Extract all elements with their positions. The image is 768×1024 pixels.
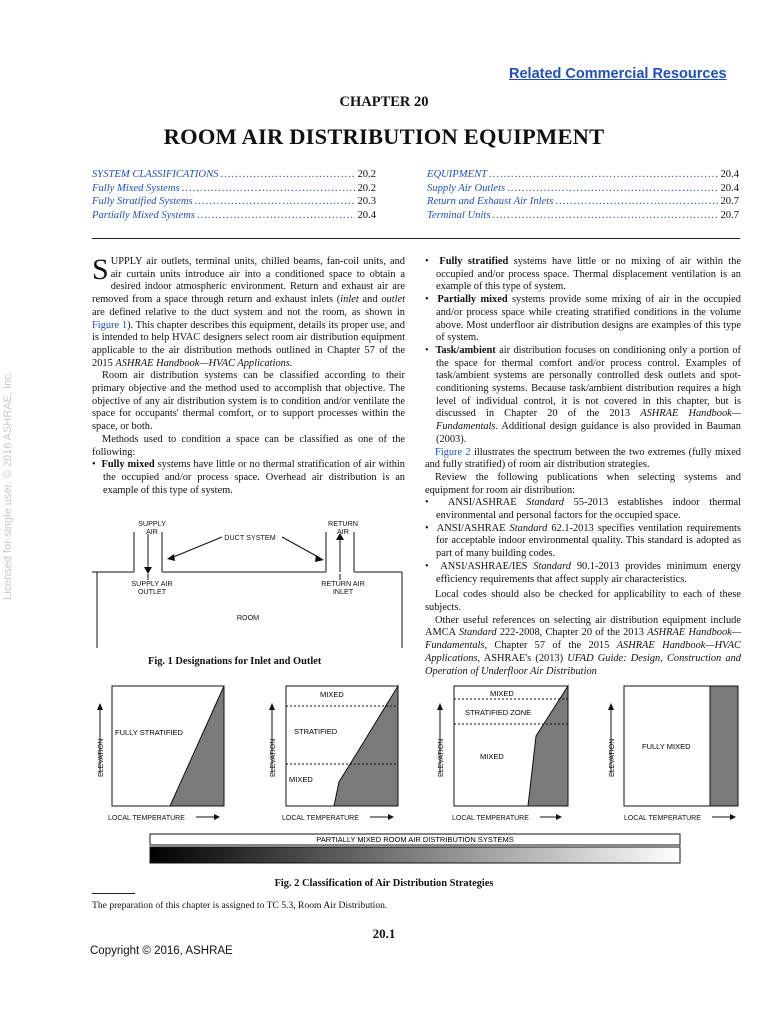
toc-label[interactable]: EQUIPMENT xyxy=(427,169,488,180)
section-divider xyxy=(92,238,740,239)
elevation-axis-1 xyxy=(97,703,105,777)
p2-low-label: MIXED xyxy=(289,775,313,784)
temperature-axis-4 xyxy=(624,814,736,822)
toc-label[interactable]: Return and Exhaust Air Inlets xyxy=(427,196,554,208)
toc-left-column xyxy=(92,168,376,222)
bullet-standard-90: • ANSI/ASHRAE/IES Standard 90.1-2013 provides minimum energy efficiency requirements that affect supply air characteristics. xyxy=(425,560,741,585)
elevation-label: ELEVATION xyxy=(270,738,277,777)
p3-low-label: MIXED xyxy=(480,752,504,761)
duct-system-label: DUCT SYSTEM xyxy=(224,533,276,542)
toc-page: 20.3 xyxy=(357,196,376,208)
elevation-axis-3 xyxy=(437,703,445,777)
room-label: ROOM xyxy=(236,613,260,622)
paragraph-local-codes: Local codes should also be checked for applicability to each of these subjects. xyxy=(425,589,741,613)
intro-paragraph: SUPPLY air outlets, terminal units, chilled beams, fan-coil units, and air curtain units introduce air into a conditioned space to obtain a desired indoor atmospheric environment. Return and exhaust air are removed from a space through return and exhaust inlets (inlet and outlet are defined relative to the duct system and not the room, as shown in Figure 1). This chapter describes this equipment, details its proper use, and is intended to help HVAC designers select room air distribution equipment applicable to the air distribution methods outlined in Chapter 57 of the 2015 ASHRAE Handbook—HVAC Applications. xyxy=(92,253,406,369)
footnote: The preparation of this chapter is assigned to TC 5.3, Room Air Distribution. xyxy=(92,900,388,911)
p2-top-label: MIXED xyxy=(320,690,344,699)
toc-page: 20.7 xyxy=(720,209,739,221)
supply-air-label: SUPPLY xyxy=(138,519,166,528)
toc-page: 20.4 xyxy=(720,182,739,194)
bullet-standard-55: • ANSI/ASHRAE Standard 55-2013 establishes indoor thermal environmental and personal factors for the occupied space. xyxy=(425,497,741,522)
supply-outlet-label: SUPPLY AIR xyxy=(131,579,173,588)
page-number: 20.1 xyxy=(372,926,396,941)
paragraph-methods: Methods used to condition a space can be classified as one of the following: xyxy=(92,433,405,458)
temperature-axis-2 xyxy=(282,814,394,822)
bullet-standard-62: • ANSI/ASHRAE Standard 62.1-2013 specifies ventilation requirements for acceptable indoor environmental quality. This standard is adopted as part of many building codes. xyxy=(425,522,741,560)
toc-entry-terminal-units[interactable] xyxy=(427,209,739,223)
toc-entry-equipment[interactable] xyxy=(427,168,739,182)
toc-label[interactable]: Terminal Units xyxy=(427,209,491,221)
toc-right-column xyxy=(427,168,739,222)
chapter-label: CHAPTER 20 xyxy=(339,94,429,110)
bullet-task-ambient: • Task/ambient air distribution focuses on conditioning only a portion of the space for thermal comfort and/or process control. Examples of task/ambient systems are personally controlled desk outlets and spot-conditioning systems. Because task/ambient distribution requires a high level of individual control, it is not covered in this chapter, but is discussed in Chapter 20 of the 2013 ASHRAE Handbook—Fundamentals. Additional design guidance is also provided in Bauman (2003). xyxy=(425,344,741,445)
svg-text:LOCAL TEMPERATURE: LOCAL TEMPERATURE xyxy=(624,815,701,822)
figure2-caption: Fig. 2 Classification of Air Distribution Strategies xyxy=(274,878,494,889)
toc-page: 20.2 xyxy=(357,169,376,180)
paragraph-figure2: Figure 2 illustrates the spectrum between the two extremes (fully mixed and fully stratified) of room air distribution strategies. xyxy=(425,446,742,471)
figure1-caption: Fig. 1 Designations for Inlet and Outlet xyxy=(148,656,322,667)
toc-label[interactable]: SYSTEM CLASSIFICATIONS xyxy=(92,169,219,180)
temperature-axis-3 xyxy=(452,814,562,822)
toc-page: 20.4 xyxy=(720,169,739,180)
paragraph-review: Review the following publications when selecting systems and equipment for room air distribution: xyxy=(425,471,741,496)
p2-mid-label: STRATIFIED xyxy=(294,727,338,736)
spectrum-label: PARTIALLY MIXED ROOM AIR DISTRIBUTION SYSTEMS xyxy=(316,835,514,844)
toc-page: 20.2 xyxy=(357,182,376,194)
toc-label[interactable]: Supply Air Outlets xyxy=(427,182,506,194)
elevation-axis-2 xyxy=(269,703,277,777)
panel-fully-mixed xyxy=(624,686,738,806)
related-resources-link[interactable]: Related Commercial Resources xyxy=(509,66,727,82)
watermark-text: Licensed for single user. © 2016 ASHRAE, Inc. xyxy=(2,371,14,600)
p3-top-label: MIXED xyxy=(490,689,514,698)
toc-entry-return-exhaust-inlets[interactable] xyxy=(427,195,739,209)
copyright: Copyright © 2016, ASHRAE xyxy=(90,945,233,957)
elevation-axis-4 xyxy=(608,703,616,777)
panel-partially-mixed-a xyxy=(286,686,398,806)
toc-label[interactable]: Partially Mixed Systems xyxy=(92,209,195,221)
toc-entry-fully-stratified[interactable] xyxy=(92,195,376,209)
toc-page: 20.7 xyxy=(720,196,739,208)
p4-zone-label: FULLY MIXED xyxy=(642,742,691,751)
right-text-column xyxy=(425,256,741,678)
bullet-partially-mixed: • Partially mixed systems provide some mixing of air in the occupied and/or process space while creating stratified conditions in the volume above. Most underfloor air distribution designs are examples of this type of system. xyxy=(425,294,741,344)
figure1-link[interactable]: Figure 1 xyxy=(92,319,128,331)
bullet-fully-stratified: • Fully stratified systems have little or no mixing of air within the occupied and/or process space. Thermal displacement ventilation is an example of this type of system. xyxy=(425,256,741,293)
figure2-link[interactable]: Figure 2 xyxy=(435,446,471,458)
return-air-label-2: AIR xyxy=(337,527,349,536)
paragraph-classification: Room air distribution systems can be classified according to their primary objective and the method used to accomplish that objective. The objective of any air distribution system is to condition and/or ventilate the space for occupants' thermal comfort, or to support processes within the space, or both. xyxy=(92,370,405,433)
svg-text:LOCAL TEMPERATURE: LOCAL TEMPERATURE xyxy=(452,815,529,822)
panel-partially-mixed-b xyxy=(454,686,568,806)
return-inlet-label: RETURN AIR xyxy=(321,579,365,588)
toc-entry-partially-mixed[interactable] xyxy=(92,209,376,223)
toc-label[interactable]: Fully Stratified Systems xyxy=(92,196,193,208)
figure2-diagram xyxy=(92,682,742,872)
elevation-label: ELEVATION xyxy=(98,738,105,777)
elevation-label: ELEVATION xyxy=(609,738,616,777)
svg-text:LOCAL TEMPERATURE: LOCAL TEMPERATURE xyxy=(282,815,359,822)
panel-fully-stratified xyxy=(112,686,224,806)
svg-text:LOCAL TEMPERATURE: LOCAL TEMPERATURE xyxy=(108,815,185,822)
page-title: ROOM AIR DISTRIBUTION EQUIPMENT xyxy=(163,124,605,149)
left-text-column xyxy=(92,253,406,497)
toc-entry-fully-mixed[interactable] xyxy=(92,182,376,196)
elevation-label: ELEVATION xyxy=(438,738,445,777)
spectrum-bar xyxy=(150,847,680,863)
supply-outlet-label-2: OUTLET xyxy=(137,587,167,596)
p3-mid-label: STRATIFIED ZONE xyxy=(465,708,532,717)
bullet-fully-mixed: • Fully mixed systems have little or no thermal stratification of air within the occupied and/or process space. Overhead air distribution is an example of this type of system. xyxy=(92,459,405,496)
temperature-axis-1 xyxy=(108,814,220,822)
paragraph-references: Other useful references on selecting air distribution equipment include AMCA Standard 222-2008, Chapter 20 of the 2013 ASHRAE Handbook—Fundamentals, Chapter 57 of the 2015 ASHRAE Handbook—HVAC Applications, ASHRAE's (2013) UFAD Guide: Design, Construction and Operation of Underfloor Air Distribution xyxy=(425,614,741,677)
return-air-label: RETURN xyxy=(328,519,358,528)
toc-label[interactable]: Fully Mixed Systems xyxy=(92,182,180,194)
toc-entry-supply-air-outlets[interactable] xyxy=(427,182,739,196)
footnote-rule xyxy=(92,893,135,894)
p1-zone-label: FULLY STRATIFIED xyxy=(115,728,183,737)
drop-cap: S xyxy=(92,253,109,286)
return-inlet-label-2: INLET xyxy=(332,587,354,596)
toc-page: 20.4 xyxy=(357,209,376,221)
supply-air-label-2: AIR xyxy=(146,527,158,536)
figure1-diagram xyxy=(92,512,412,652)
toc-entry-system-classifications[interactable] xyxy=(92,168,376,182)
